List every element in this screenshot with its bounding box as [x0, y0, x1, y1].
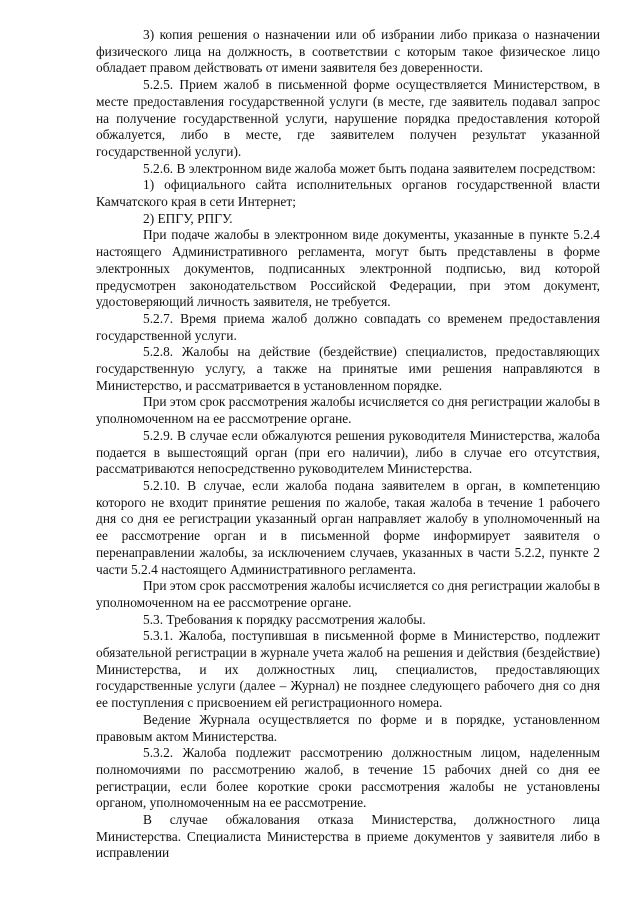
- paragraph-6: При подаче жалобы в электронном виде документы, указанные в пункте 5.2.4 настоящего Административного регламента, могут быть представлены в форме электронных документов, подписанных электронной подписью, вид которой предусмотрен законодательством Российской Федерации, при этом документ, удостоверяющий личность заявителя, не требуется.: [96, 227, 600, 310]
- paragraph-5: 2) ЕПГУ, РПГУ.: [143, 210, 233, 226]
- paragraph-7: 5.2.7. Время приема жалоб должно совпадать со временем предоставления государственной услуги.: [96, 310, 600, 343]
- document-page: [96, 27, 600, 862]
- paragraph-14: 5.3.1. Жалоба, поступившая в письменной форме в Министерство, подлежит обязательной регистрации в журнале учета жалоб на решения и действия (бездействие) Министерства, и их должностных лиц, специалистов, предоставляющих государственные услуги (далее – Журнал) не позднее следующего рабочего дня со дня ее поступления с присвоением ей регистрационного номера.: [96, 628, 600, 711]
- paragraph-9: При этом срок рассмотрения жалобы исчисляется со дня регистрации жалобы в уполномоченном на ее рассмотрение органе.: [96, 394, 600, 427]
- paragraph-16: 5.3.2. Жалоба подлежит рассмотрению должностным лицом, наделенным полномочиями по рассмотрению жалоб, в течение 15 рабочих дней со дня ее регистрации, если более короткие сроки рассмотрения жалобы не установлены органом, уполномоченным на ее рассмотрение.: [96, 745, 600, 811]
- paragraph-2: 5.2.5. Прием жалоб в письменной форме осуществляется Министерством, в месте предоставления государственной услуги (в месте, где заявитель подавал запрос на получение государственной услуги, нарушение порядка предоставления которой обжалуется, либо в месте, где заявителем получен результат указанной государственной услуги).: [96, 77, 600, 159]
- paragraph-12: При этом срок рассмотрения жалобы исчисляется со дня регистрации жалобы в уполномоченном на ее рассмотрение органе.: [96, 578, 600, 610]
- paragraph-15: Ведение Журнала осуществляется по форме и в порядке, установленном правовым актом Министерства.: [96, 711, 600, 744]
- paragraph-3: 5.2.6. В электронном виде жалоба может быть подана заявителем посредством:: [143, 160, 596, 176]
- paragraph-17: В случае обжалования отказа Министерства, должностного лица Министерства. Специалиста Министерства в приеме документов у заявителя либо в исправлении: [96, 812, 600, 861]
- paragraph-10: 5.2.9. В случае если обжалуются решения руководителя Министерства, жалоба подается в вышестоящий орган (при его наличии), либо в случае его отсутствия, рассматриваются непосредственно руководителем Министерства.: [96, 427, 600, 477]
- paragraph-13: 5.3. Требования к порядку рассмотрения жалобы.: [143, 611, 426, 627]
- paragraph-1: 3) копия решения о назначении или об избрании либо приказа о назначении физического лица на должность, в соответствии с которым такое физическое лицо обладает правом действовать от имени заявителя без доверенности.: [96, 27, 600, 76]
- paragraph-8: 5.2.8. Жалобы на действие (бездействие) специалистов, предоставляющих государственную услугу, а также на принятые ими решения направляются в Министерство, и рассматривается в установленном порядке.: [96, 344, 600, 393]
- paragraph-4: 1) официального сайта исполнительных органов государственной власти Камчатского края в сети Интернет;: [96, 177, 600, 210]
- paragraph-11: 5.2.10. В случае, если жалоба подана заявителем в орган, в компетенцию которого не входит принятие решения по жалобе, такая жалоба в течение 1 рабочего дня со дня ее регистрации указанный орган направляет жалобу в уполномоченный на ее рассмотрение орган и в письменной форме информирует заявителя о перенаправлении жалобы, за исключением случаев, указанных в части 5.2.2, пункте 2 части 5.2.4 настоящего Административного регламента.: [96, 477, 600, 577]
